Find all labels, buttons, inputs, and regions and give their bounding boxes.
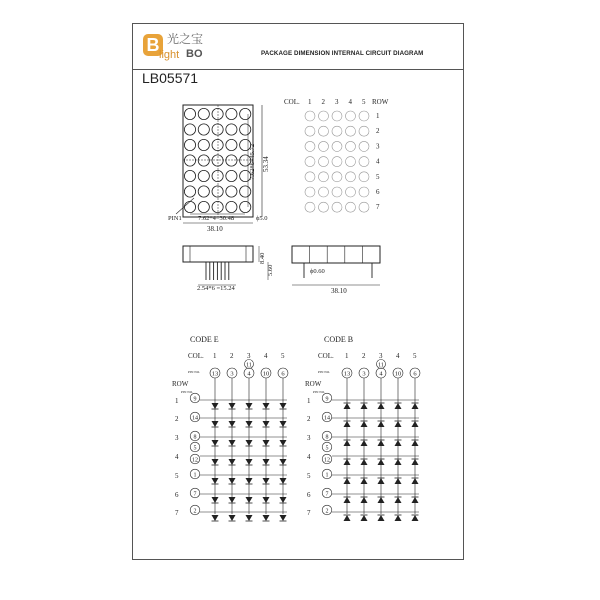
pin-layout-dot [332, 157, 342, 167]
led-diode [280, 497, 287, 503]
led-diode [344, 403, 351, 409]
led-diode [212, 421, 219, 427]
col-number: 2 [362, 352, 366, 360]
front-dot [198, 155, 209, 166]
pin-layout-dot [305, 202, 315, 212]
side-view [183, 246, 268, 285]
led-diode [361, 478, 368, 484]
row-number: 1 [175, 397, 179, 405]
col-pin-number: 3 [362, 370, 366, 378]
pin1-label: PIN1 [168, 215, 182, 222]
front-dot [184, 139, 195, 150]
pin-layout-row-number: 1 [376, 112, 380, 120]
led-diode [263, 515, 270, 521]
led-diode [263, 497, 270, 503]
code-e-row-pin-no-label: PIN NO. [181, 390, 194, 394]
pin-layout-grid [305, 98, 380, 212]
led-diode [395, 515, 402, 521]
pin-layout-row-number: 2 [376, 127, 380, 136]
front-dot [212, 186, 223, 197]
led-diode [280, 403, 287, 409]
led-diode [361, 515, 368, 521]
row-pin-number: 8 [325, 434, 329, 441]
code-e-pin-no-label: PIN NO. [188, 370, 201, 374]
led-diode [344, 478, 351, 484]
pin-layout-dot [332, 141, 342, 151]
code-b-row-pin-no-label: PIN NO. [313, 390, 326, 394]
led-diode [378, 478, 385, 484]
col-pin-number: 4 [379, 370, 383, 378]
dim-pin-pitch: 2.54*6 =15.24 [197, 285, 235, 292]
pin-layout-col-number: 2 [321, 98, 325, 106]
led-diode [344, 440, 351, 446]
col-pin-number: 13 [211, 370, 219, 378]
pin-layout-row-number: 7 [376, 203, 380, 212]
led-diode [378, 421, 385, 427]
led-diode [378, 497, 385, 503]
front-dot [240, 201, 251, 212]
led-diode [344, 459, 351, 465]
col-number: 1 [345, 352, 349, 360]
col-number: 2 [230, 352, 234, 360]
led-diode [395, 403, 402, 409]
pin-layout-dot [319, 126, 329, 136]
row-number: 3 [175, 434, 179, 442]
col-pin-number: 3 [230, 370, 234, 378]
col-pin-number: 10 [394, 370, 402, 378]
led-diode [263, 421, 270, 427]
row-pin-number: 5 [193, 445, 197, 452]
pin-layout-row-label: ROW [372, 98, 389, 106]
dim-pitch-h: 7.62*4=30.48 [198, 215, 235, 222]
led-diode [412, 497, 419, 503]
front-dot [226, 186, 237, 197]
code-b-row-label: ROW [305, 380, 322, 388]
row-number: 7 [175, 509, 179, 517]
led-diode [212, 515, 219, 521]
dim-side-top: 8.40 [259, 252, 266, 264]
led-diode [395, 440, 402, 446]
led-diode [229, 421, 236, 427]
front-dot [212, 108, 223, 119]
front-dot [198, 201, 209, 212]
front-dot [184, 124, 195, 135]
led-diode [212, 478, 219, 484]
led-diode [246, 459, 253, 465]
code-e-title: CODE E [190, 335, 219, 344]
bottom-view [292, 246, 380, 285]
pin-layout-dot [305, 172, 315, 182]
front-dot [184, 155, 195, 166]
row-pin-number: 12 [192, 457, 198, 464]
led-diode [212, 497, 219, 503]
pin-layout-dot [319, 187, 329, 197]
row-pin-number: 5 [325, 445, 329, 452]
led-diode [246, 421, 253, 427]
pin-layout-dot [305, 157, 315, 167]
led-diode [395, 478, 402, 484]
row-number: 4 [175, 453, 179, 461]
front-dot [240, 124, 251, 135]
front-dot [240, 186, 251, 197]
front-dot [198, 170, 209, 181]
code-e-col-label: COL. [188, 352, 204, 360]
dim-dot-diameter: ϕ5.0 [256, 215, 268, 222]
pin-layout-dot [305, 141, 315, 151]
col-number: 4 [264, 352, 268, 360]
led-diode [378, 515, 385, 521]
led-diode [263, 478, 270, 484]
pin-layout-dot [319, 111, 329, 121]
row-number: 3 [307, 434, 311, 442]
led-diode [263, 440, 270, 446]
front-dot [198, 108, 209, 119]
row-pin-number: 8 [193, 434, 197, 441]
led-diode [361, 497, 368, 503]
row-pin-number: 14 [324, 415, 330, 422]
logo-bo-text: BO [186, 48, 203, 60]
led-diode [246, 515, 253, 521]
document-title: PACKAGE DIMENSION INTERNAL CIRCUIT DIAGRAM [261, 50, 424, 57]
led-diode [246, 478, 253, 484]
row-number: 6 [307, 491, 311, 499]
pin-layout-dot [332, 172, 342, 182]
pin-layout-dot [346, 141, 356, 151]
row-pin-number: 2 [193, 508, 197, 515]
col-pin-number: 13 [343, 370, 351, 378]
code-e-row-label: ROW [172, 380, 189, 388]
dim-pitch-v: 7.62*6=45.72 [249, 143, 256, 180]
pin-layout-col-number: 4 [348, 98, 352, 106]
front-dot [212, 124, 223, 135]
led-diode [212, 440, 219, 446]
row-number: 2 [307, 415, 311, 423]
front-dot [226, 155, 237, 166]
led-diode [361, 421, 368, 427]
led-diode [229, 478, 236, 484]
led-diode [395, 497, 402, 503]
bottom-outline [292, 246, 380, 263]
led-diode [361, 403, 368, 409]
row-number: 2 [175, 415, 179, 423]
row-pin-number: 1 [325, 472, 329, 479]
pin-layout-row-number: 3 [376, 142, 380, 151]
led-diode [280, 459, 287, 465]
dim-height: 53.34 [262, 156, 270, 172]
row-pin-number: 9 [193, 396, 197, 403]
pin-layout-dot [332, 126, 342, 136]
side-outline [183, 246, 253, 262]
code-e-circuit [175, 352, 288, 521]
led-diode [395, 421, 402, 427]
row-pin-number: 9 [325, 396, 329, 403]
pin-layout-dot [319, 157, 329, 167]
front-dot [212, 201, 223, 212]
row-pin-number: 2 [325, 508, 329, 515]
col-number: 3 [379, 352, 383, 360]
led-diode [280, 478, 287, 484]
led-diode [263, 403, 270, 409]
pin-layout-dot [346, 172, 356, 182]
dim-pin-diameter: ϕ0.60 [310, 268, 325, 275]
pin-layout-dot [359, 202, 369, 212]
led-diode [395, 459, 402, 465]
pin-layout-dot [359, 172, 369, 182]
led-diode [344, 497, 351, 503]
led-diode [412, 478, 419, 484]
col-number: 5 [413, 352, 417, 360]
led-diode [263, 459, 270, 465]
front-dot [212, 170, 223, 181]
led-diode [280, 421, 287, 427]
pin-layout-dot [332, 187, 342, 197]
row-pin-number: 14 [192, 415, 198, 422]
pin-layout-dot [359, 157, 369, 167]
front-dot [226, 124, 237, 135]
led-diode [344, 421, 351, 427]
front-dot [226, 201, 237, 212]
led-diode [412, 421, 419, 427]
led-diode [212, 459, 219, 465]
led-diode [344, 515, 351, 521]
col-pin-number: 6 [413, 370, 417, 378]
col-number: 4 [396, 352, 400, 360]
row-number: 5 [307, 472, 311, 480]
pin-layout-col-label: COL. [284, 98, 300, 106]
pin-layout-col-number: 5 [362, 98, 366, 106]
pin-layout-dot [359, 126, 369, 136]
front-dot [240, 108, 251, 119]
front-dot [198, 124, 209, 135]
led-diode [212, 403, 219, 409]
code-b-circuit [307, 352, 420, 521]
pin-layout-dot [305, 187, 315, 197]
row-pin-number: 1 [193, 472, 197, 479]
pin-layout-dot [359, 187, 369, 197]
pin-layout-dot [346, 202, 356, 212]
front-dot [198, 186, 209, 197]
col-pin-number-extra: 11 [246, 362, 252, 369]
pin-layout-col-number: 1 [308, 98, 312, 106]
row-pin-number: 12 [324, 457, 330, 464]
logo-letter: B [143, 34, 163, 56]
front-dot [184, 186, 195, 197]
row-number: 7 [307, 509, 311, 517]
led-diode [229, 440, 236, 446]
pin-layout-dot [305, 111, 315, 121]
led-diode [412, 403, 419, 409]
row-number: 1 [307, 397, 311, 405]
front-dot [184, 108, 195, 119]
pin-layout-dot [319, 202, 329, 212]
pin-layout-dot [359, 111, 369, 121]
row-pin-number: 7 [325, 491, 329, 498]
led-diode [378, 403, 385, 409]
row-number: 6 [175, 491, 179, 499]
front-dot [226, 108, 237, 119]
pin-layout-dot [319, 172, 329, 182]
front-dot [198, 139, 209, 150]
pin-layout-dot [332, 111, 342, 121]
led-diode [412, 440, 419, 446]
front-dot [184, 170, 195, 181]
logo-light-text: light [159, 49, 180, 61]
logo-cjk-text: 光之宝 [167, 32, 204, 46]
pin-layout-dot [346, 126, 356, 136]
code-b-pin-no-label: PIN NO. [318, 370, 331, 374]
col-pin-number-extra: 11 [378, 362, 384, 369]
led-diode [412, 459, 419, 465]
col-pin-number: 6 [281, 370, 285, 378]
front-dot [226, 170, 237, 181]
part-number: LB05571 [142, 70, 199, 86]
pin-layout-dot [346, 187, 356, 197]
front-dot [226, 139, 237, 150]
led-diode [280, 515, 287, 521]
col-pin-number: 10 [262, 370, 270, 378]
front-dot [212, 139, 223, 150]
code-b-title: CODE B [324, 335, 354, 344]
pin1-leader [176, 198, 194, 214]
row-number: 5 [175, 472, 179, 480]
row-pin-number: 7 [193, 491, 197, 498]
pin-layout-dot [346, 157, 356, 167]
led-diode [229, 459, 236, 465]
front-dot [212, 155, 223, 166]
led-diode [246, 497, 253, 503]
pin-layout-col-number: 3 [335, 98, 339, 106]
col-number: 3 [247, 352, 251, 360]
pin-layout-dot [332, 202, 342, 212]
pin-layout-dot [346, 111, 356, 121]
pin-layout-dot [359, 141, 369, 151]
pin-layout-row-number: 6 [376, 188, 380, 196]
led-diode [229, 403, 236, 409]
dim-bottom-width: 38.10 [331, 287, 347, 295]
led-diode [229, 515, 236, 521]
code-b-col-label: COL. [318, 352, 334, 360]
led-diode [246, 403, 253, 409]
led-diode [361, 440, 368, 446]
row-number: 4 [307, 453, 311, 461]
pin-layout-dot [305, 126, 315, 136]
led-diode [378, 459, 385, 465]
led-diode [280, 440, 287, 446]
front-dot [184, 201, 195, 212]
col-number: 5 [281, 352, 285, 360]
dim-width: 38.10 [207, 225, 223, 233]
led-diode [361, 459, 368, 465]
col-number: 1 [213, 352, 217, 360]
led-diode [378, 440, 385, 446]
pin-layout-row-number: 4 [376, 157, 380, 166]
led-diode [229, 497, 236, 503]
led-diode [412, 515, 419, 521]
col-pin-number: 4 [247, 370, 251, 378]
dim-side-bottom: 5.60 [267, 264, 274, 276]
led-diode [246, 440, 253, 446]
pin-layout-dot [319, 141, 329, 151]
pin-layout-row-number: 5 [376, 172, 380, 181]
